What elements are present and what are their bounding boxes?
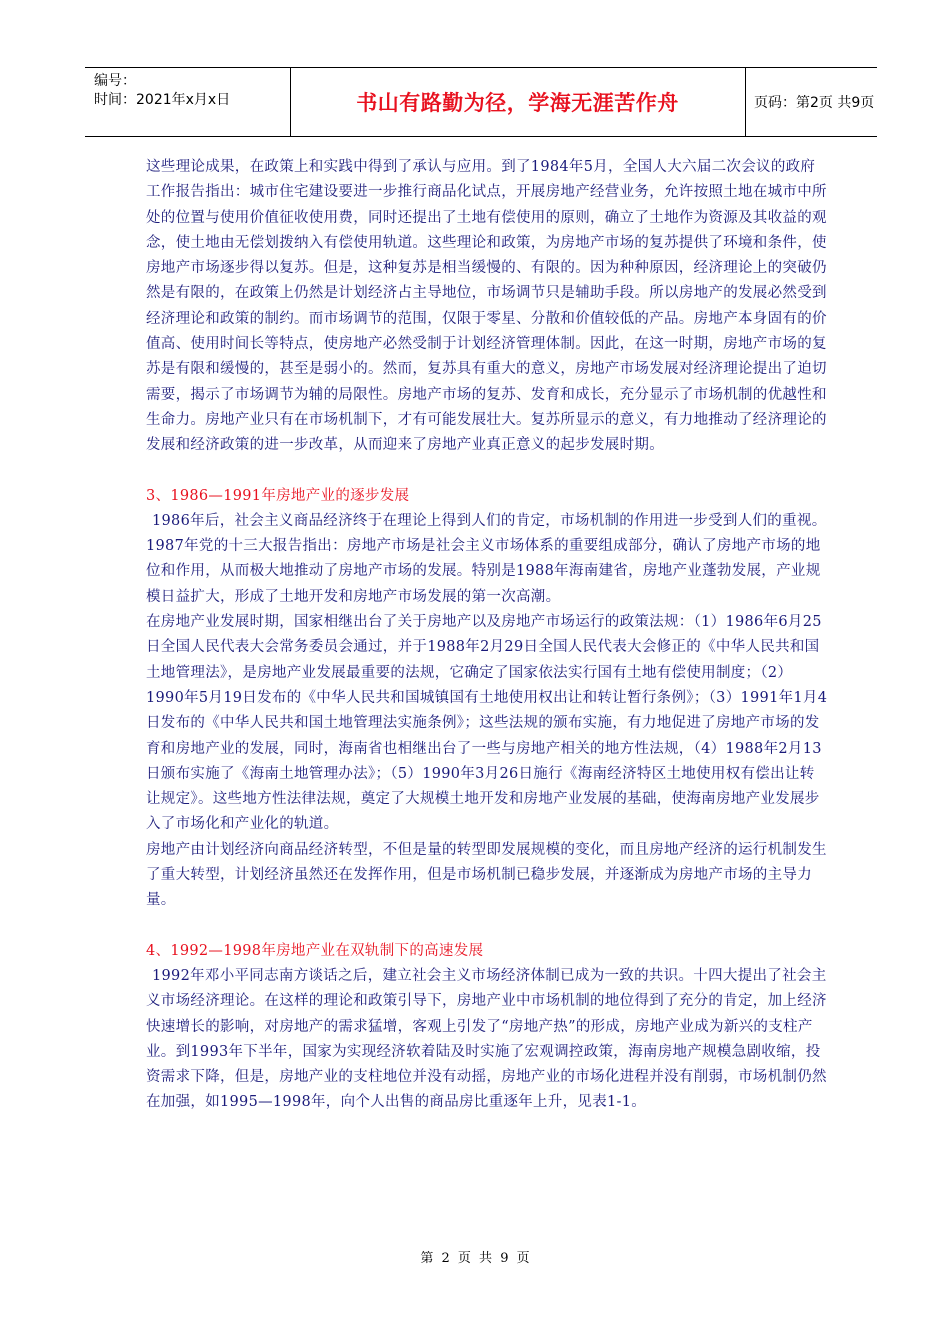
paragraph-transition: 房地产由计划经济向商品经济转型，不但是量的转型即发展规模的变化，而且房地产经济的运行机制发生了重大转型，计划经济虽然还在发挥作用，但是市场机制已稳步发展，并逐渐成为房地产市场的主导力量。 xyxy=(146,841,827,909)
page-footer: 第 2 页 共 9 页 xyxy=(420,1251,530,1266)
header-meta xyxy=(94,72,289,110)
document-time-label: 时间：2021年x月x日 xyxy=(94,92,231,108)
header-page-number: 页码：第2页 共9页 xyxy=(754,95,875,111)
section-heading-4: 4、1992—1998年房地产业在双轨制下的高速发展 xyxy=(146,942,484,959)
header-motto: 书山有路勤为径，学海无涯苦作舟 xyxy=(356,91,679,115)
paragraph-regulations: 在房地产业发展时期，国家相继出台了关于房地产以及房地产市场运行的政策法规：（1）1986年6月25日全国人民代表大会常务委员会通过，并于1988年2月29日全国人民代表大会修正的《中华人民共和国土地管理法》，是房地产业发展最重要的法规，它确定了国家依法实行国有土地有偿使用制度；（2）1990年5月19日发布的《中华人民共和国城镇国有土地使用权出让和转让暂行条例》；（3）1991年1月4日发布的《中华人民共和国土地管理法实施条例》；这些法规的颁布实施，有力地促进了房地产市场的发育和房地产业的发展，同时，海南省也相继出台了一些与房地产相关的地方性法规，（4）1988年2月13日颁布实施了《海南土地管理办法》；（5）1990年3月26日施行《海南经济特区土地使用权有偿出让转让规定》。这些地方性法律法规，奠定了大规模土地开发和房地产业发展的基础，使海南房地产业发展步入了市场化和产业化的轨道。 xyxy=(146,614,828,833)
paragraph-recovery: 这些理论成果，在政策上和实践中得到了承认与应用。到了1984年5月，全国人大六届二次会议的政府工作报告指出：城市住宅建设要进一步推行商品化试点，开展房地产经营业务，允许按照土地在城市中所处的位置与使用价值征收使用费，同时还提出了土地有偿使用的原则，确立了土地作为资源及其收益的观念，使土地由无偿划拨纳入有偿使用轨道。这些理论和政策，为房地产市场的复苏提供了环境和条件，使房地产市场逐步得以复苏。但是，这种复苏是相当缓慢的、有限的。因为种种原因，经济理论上的突破仍然是有限的，在政策上仍然是计划经济占主导地位，市场调节只是辅助手段。所以房地产的发展必然受到经济理论和政策的制约。而市场调节的范围，仅限于零星、分散和价值较低的产品。房地产本身固有的价值高、使用时间长等特点，使房地产必然受制于计划经济管理体制。因此，在这一时期，房地产市场的复苏是有限和缓慢的，甚至是弱小的。然而，复苏具有重大的意义，房地产市场发展对经济理论提出了迫切需要，揭示了市场调节为辅的局限性。房地产市场的复苏、发育和成长，充分显示了市场机制的优越性和生命力。房地产业只有在市场机制下，才有可能发展壮大。复苏所显示的意义，有力地推动了经济理论的发展和经济政策的进一步改革，从而迎来了房地产业真正意义的起步发展时期。 xyxy=(146,159,827,454)
page-header xyxy=(85,67,877,137)
paragraph-spacer xyxy=(146,914,828,939)
paragraph-spacer xyxy=(146,459,828,484)
section-heading-3: 3、1986—1991年房地产业的逐步发展 xyxy=(146,487,410,504)
header-divider-right xyxy=(745,68,746,136)
document-body xyxy=(146,155,828,1116)
document-number-label: 编号： xyxy=(94,73,136,89)
paragraph-1986: 1986年后，社会主义商品经济终于在理论上得到人们的肯定，市场机制的作用进一步受到人们的重视。1987年党的十三大报告指出：房地产市场是社会主义市场体系的重要组成部分，确认了房地产市场的地位和作用，从而极大地推动了房地产市场的发展。特别是1988年海南建省，房地产业蓬勃发展，产业规模日益扩大，形成了土地开发和房地产市场发展的第一次高潮。 xyxy=(146,512,827,605)
paragraph-1992: 1992年邓小平同志南方谈话之后，建立社会主义市场经济体制已成为一致的共识。十四大提出了社会主义市场经济理论。在这样的理论和政策引导下，房地产业中市场机制的地位得到了充分的肯定，加上经济快速增长的影响，对房地产的需求猛增，客观上引发了“房地产热”的形成，房地产业成为新兴的支柱产业。到1993年下半年，国家为实现经济软着陆及时实施了宏观调控政策，海南房地产规模急剧收缩，投资需求下降，但是，房地产业的支柱地位并没有动摇，房地产业的市场化进程并没有削弱，市场机制仍然在加强，如1995—1998年，向个人出售的商品房比重逐年上升，见表1-1。 xyxy=(146,967,827,1111)
